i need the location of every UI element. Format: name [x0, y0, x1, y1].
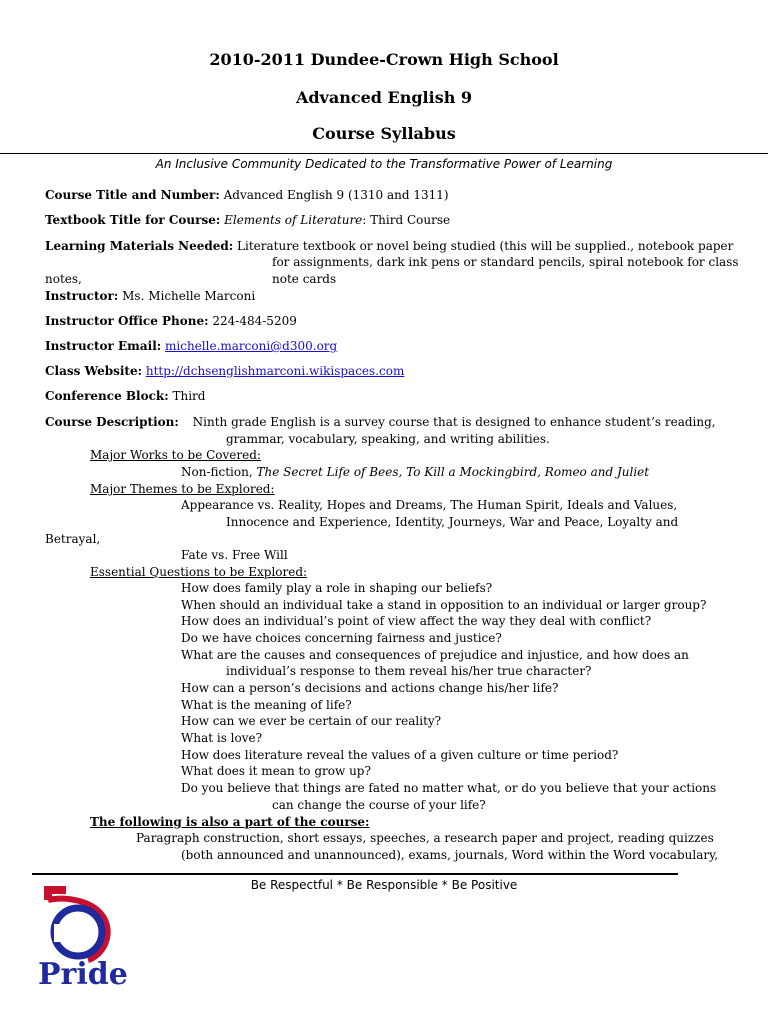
textbook-row [45, 212, 450, 228]
description-line-1: Ninth grade English is a survey course that is designed to enhance student’s reading, [192, 415, 716, 429]
works-titles: The Secret Life of Bees, To Kill a Mockingbird, Romeo and Juliet [256, 465, 650, 479]
conference-label: Conference Block: [45, 389, 169, 403]
also-line-2: (both announced and unannounced), exams, journals, Word within the Word vocabulary, [181, 848, 719, 862]
question-3: How does an individual’s point of view affect the way they deal with conflict? [181, 614, 652, 628]
question-1: How does family play a role in shaping our beliefs? [181, 581, 493, 595]
questions-heading: Essential Questions to be Explored: [90, 565, 308, 579]
question-10: How does literature reveal the values of a given culture or time period? [181, 748, 619, 762]
instructor-label: Instructor: [45, 289, 119, 303]
textbook-title: Elements of Literature [224, 213, 363, 227]
description-label: Course Description: [45, 415, 179, 429]
works-list [181, 464, 649, 480]
textbook-edition: : Third Course [362, 213, 451, 227]
footer-rule [32, 873, 678, 875]
pride-logo [34, 880, 144, 990]
question-9: What is love? [181, 731, 263, 745]
logo-c-gap [54, 924, 66, 942]
course-title-value: Advanced English 9 (1310 and 1311) [223, 188, 449, 202]
phone-value: 224-484-5209 [212, 314, 297, 328]
tagline: An Inclusive Community Dedicated to the Transformative Power of Learning [155, 157, 613, 171]
works-prefix: Non-fiction, [181, 465, 253, 479]
materials-line-3b: note cards [272, 272, 337, 286]
phone-row [45, 313, 297, 329]
description-row [45, 414, 716, 430]
logo-pride-text: Pride [38, 957, 128, 990]
question-6: How can a person’s decisions and actions change his/her life? [181, 681, 559, 695]
question-5a: What are the causes and consequences of prejudice and injustice, and how does an [181, 648, 689, 662]
instructor-row [45, 288, 255, 304]
also-heading: The following is also a part of the course: [90, 815, 370, 829]
description-line-2: grammar, vocabulary, speaking, and writing abilities. [226, 432, 550, 446]
question-12a: Do you believe that things are fated no matter what, or do you believe that your actions [181, 781, 717, 795]
email-row [45, 338, 337, 354]
question-2: When should an individual take a stand in opposition to an individual or larger group? [181, 598, 707, 612]
conference-value: Third [172, 389, 206, 403]
school-title: 2010-2011 Dundee-Crown High School [209, 50, 559, 69]
themes-line-3: Betrayal, [45, 532, 101, 546]
question-5b: individual’s response to them reveal his/her true character? [226, 664, 592, 678]
document-title: Course Syllabus [312, 124, 456, 143]
materials-line-3a: notes, [45, 272, 82, 286]
website-link[interactable]: http://dchsenglishmarconi.wikispaces.com [145, 364, 405, 378]
works-heading: Major Works to be Covered: [90, 448, 261, 462]
question-4: Do we have choices concerning fairness and justice? [181, 631, 502, 645]
course-title-label: Course Title and Number: [45, 188, 220, 202]
question-11: What does it mean to grow up? [181, 764, 371, 778]
question-7: What is the meaning of life? [181, 698, 352, 712]
materials-line-1: Literature textbook or novel being studied (this will be supplied., notebook paper [237, 239, 734, 253]
materials-row [45, 238, 733, 254]
header-rule [0, 153, 768, 154]
materials-label: Learning Materials Needed: [45, 239, 234, 253]
website-label: Class Website: [45, 364, 143, 378]
materials-line-2: for assignments, dark ink pens or standard pencils, spiral notebook for class [272, 255, 739, 269]
instructor-value: Ms. Michelle Marconi [122, 289, 256, 303]
question-8: How can we ever be certain of our reality? [181, 714, 442, 728]
footer-motto: Be Respectful * Be Responsible * Be Positive [250, 878, 518, 892]
themes-line-4: Fate vs. Free Will [181, 548, 288, 562]
phone-label: Instructor Office Phone: [45, 314, 209, 328]
also-line-1: Paragraph construction, short essays, speeches, a research paper and project, reading quizzes [136, 831, 714, 845]
email-link[interactable]: michelle.marconi@d300.org [165, 339, 338, 353]
conference-row [45, 388, 205, 404]
course-title: Advanced English 9 [295, 88, 473, 107]
website-row [45, 363, 404, 379]
course-title-row [45, 187, 449, 203]
themes-line-2: Innocence and Experience, Identity, Journeys, War and Peace, Loyalty and [226, 515, 679, 529]
question-12b: can change the course of your life? [272, 798, 486, 812]
textbook-label: Textbook Title for Course: [45, 213, 221, 227]
themes-heading: Major Themes to be Explored: [90, 482, 275, 496]
email-label: Instructor Email: [45, 339, 162, 353]
themes-line-1: Appearance vs. Reality, Hopes and Dreams, The Human Spirit, Ideals and Values, [181, 498, 678, 512]
